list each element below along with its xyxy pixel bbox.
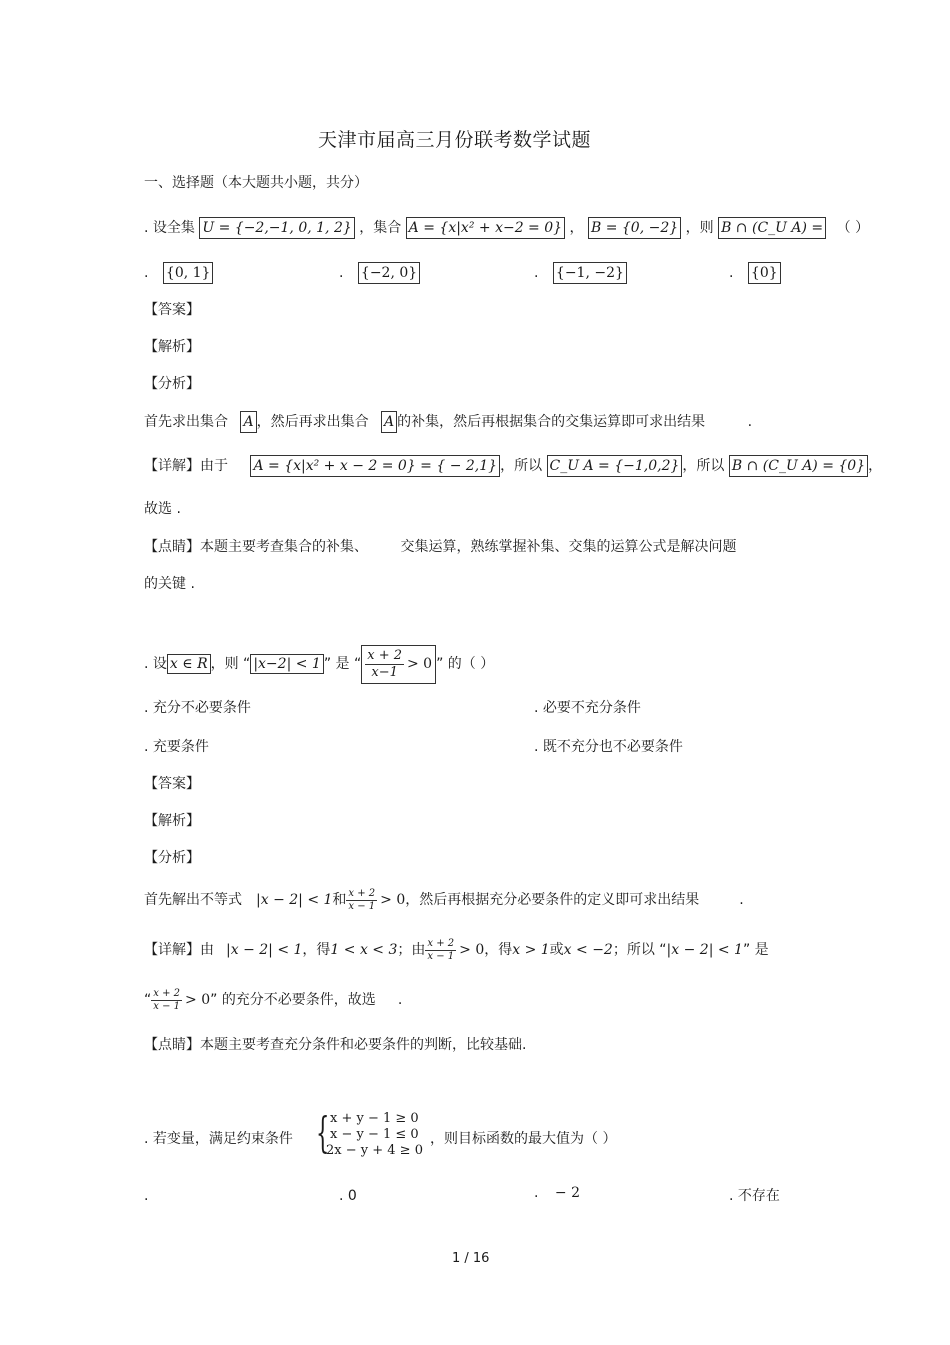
q3-constraint-2: x − y − 1 ≤ 0: [330, 1127, 419, 1142]
q2-fraction: [365, 648, 404, 681]
q2-detail-math3: x > 1: [512, 942, 550, 958]
q1-dianjing-part1: 【点睛】本题主要考查集合的补集、: [144, 539, 368, 555]
q1-paren: （ ）: [836, 220, 870, 236]
q2-detail2-quote: “: [144, 992, 152, 1008]
q2-x-in-r: x ∈ R: [167, 654, 211, 674]
q2-detail-t5: ；所以 “: [612, 942, 667, 958]
q2-detail-math5: |x − 2| < 1: [666, 942, 743, 958]
q2-detail-rhs: > 0: [459, 942, 485, 958]
q1-dianjing-line1: [144, 540, 736, 554]
q1-option-b-value: {−2, 0}: [358, 262, 420, 284]
q1-set-b: B = {0, −2}: [588, 217, 681, 239]
q2-detail2-rhs: > 0: [185, 992, 211, 1008]
q1-detail-mid2: ，所以: [682, 458, 725, 474]
q1-dianjing-part2: 交集运算，熟练掌握补集、交集的运算公式是解决问题: [400, 539, 737, 555]
q2-detail2-fraction: [151, 988, 182, 1013]
q2-detail-frac-den: x − 1: [427, 950, 455, 962]
q2-option-c[interactable]: . 充要条件: [144, 739, 209, 755]
q2-detail-t3: ，得: [484, 942, 513, 958]
q1-fenxi-set-a1: A: [240, 411, 256, 433]
q1-option-c-dot: .: [534, 265, 539, 281]
q2-lead: . 设: [144, 656, 167, 672]
q1-fenxi-dot: .: [747, 414, 753, 430]
q3-constraint-1: x + y − 1 ≥ 0: [330, 1111, 419, 1126]
q1-set-u: U = {−2,−1, 0, 1, 2}: [199, 217, 354, 239]
q1-answer-label: 【答案】: [144, 302, 200, 318]
q2-detail-math2: 1 < x < 3: [330, 942, 398, 958]
q2-fenxi-part1: 首先解出不等式: [144, 892, 242, 908]
q3-option-c-dot: .: [534, 1185, 539, 1201]
q1-fenxi-set-a2: A: [381, 411, 397, 433]
q2-detail-fraction: [425, 938, 456, 963]
q1-set-a: A = {x|x² + x−2 = 0}: [406, 217, 565, 239]
q2-fenxi-part2: 和: [332, 892, 347, 908]
q2-mid3: ” 的（ ）: [436, 656, 495, 672]
q2-option-d[interactable]: . 既不充分也不必要条件: [534, 739, 683, 755]
q3-option-c[interactable]: [534, 1186, 580, 1200]
q3-brace-icon: {: [316, 1108, 330, 1157]
q2-frac-num: x + 2: [367, 647, 402, 663]
q2-fenxi-fraction: [346, 888, 377, 913]
q2-frac-den: x−1: [371, 664, 398, 680]
q1-option-a[interactable]: [144, 266, 213, 280]
q2-frac-box: [361, 645, 436, 684]
q1-detail-mid1: ，所以: [500, 458, 543, 474]
q2-jiexi-label: 【解析】: [144, 813, 200, 829]
q2-detail2-frac-num: x + 2: [153, 987, 181, 999]
q1-comma: ，: [569, 220, 584, 236]
q1-detail-label: 【详解】由于: [144, 458, 228, 474]
q2-fenxi-frac-num: x + 2: [348, 887, 376, 899]
q1-fenxi-text: [144, 415, 752, 429]
q1-option-b-dot: .: [339, 265, 344, 281]
q2-detail2-frac-den: x − 1: [153, 1000, 181, 1012]
q1-lead: . 设全集: [144, 220, 195, 236]
q2-ineq1: |x−2| < 1: [250, 654, 324, 674]
q3-lead: . 若变量，满足约束条件: [144, 1131, 293, 1147]
q1-fenxi-part3: 的补集，然后再根据集合的交集运算即可求出结果: [397, 414, 706, 430]
q1-option-d-value: {0}: [748, 262, 781, 284]
q1-detail-end: ，: [868, 458, 883, 474]
q2-mid2: ” 是 “: [323, 656, 362, 672]
q2-detail-math4: x < −2: [563, 942, 613, 958]
q1-option-c[interactable]: [534, 266, 627, 280]
q1-option-d-dot: .: [729, 265, 734, 281]
q3-constraint-3: 2x − y + 4 ≥ 0: [326, 1143, 423, 1158]
q2-detail-t2: ；由: [397, 942, 426, 958]
q1-detail: [144, 459, 882, 473]
q2-detail-t4: 或: [549, 942, 564, 958]
q2-detail-frac-num: x + 2: [427, 937, 455, 949]
q1-expr: B ∩ (C_U A) =: [718, 217, 826, 239]
q2-answer-label: 【答案】: [144, 776, 200, 792]
q2-detail-t1: ，得: [302, 942, 331, 958]
q2-detail-t6: ” 是: [742, 942, 769, 958]
q1-option-a-dot: .: [144, 265, 149, 281]
q3-option-d[interactable]: . 不存在: [729, 1188, 780, 1204]
q2-detail-line2: [144, 984, 402, 1016]
q1-sep1: ，集合: [359, 220, 402, 236]
q2-stem: [144, 642, 494, 686]
q3-option-a[interactable]: .: [144, 1188, 149, 1204]
q1-option-c-value: {−1, −2}: [553, 262, 627, 284]
section-heading: 一、选择题（本大题共小题，共分）: [144, 175, 368, 191]
q3-option-c-value: − 2: [554, 1185, 580, 1201]
q3-option-b[interactable]: . 0: [339, 1188, 357, 1204]
q3-tail: ，则目标函数的最大值为（ ）: [430, 1131, 617, 1147]
q1-stem: [144, 221, 869, 235]
q2-detail-line1: [144, 934, 769, 966]
q1-detail-eq2: C_U A = {−1,0,2}: [547, 455, 683, 477]
q2-option-b[interactable]: . 必要不充分条件: [534, 700, 641, 716]
q2-fenxi-frac-den: x − 1: [348, 900, 376, 912]
q2-fenxi-rhs: > 0: [380, 892, 406, 908]
q1-dianjing-line2: 的关键 .: [144, 576, 195, 592]
q2-detail2-text: ” 的充分不必要条件，故选: [210, 992, 376, 1008]
q2-detail-math1: |x − 2| < 1: [226, 942, 303, 958]
q1-fenxi-part1: 首先求出集合: [144, 414, 228, 430]
q1-jiexi-label: 【解析】: [144, 339, 200, 355]
q2-detail2-dot: .: [397, 992, 403, 1008]
page-number: 1 / 16: [452, 1251, 490, 1266]
q2-fenxi-text: [144, 884, 744, 916]
q2-fenxi-math1: |x − 2| < 1: [256, 892, 333, 908]
q2-detail-label: 【详解】由: [144, 942, 214, 958]
q1-guxuan: 故选 .: [144, 501, 181, 517]
q2-fenxi-part3: ，然后再根据充分必要条件的定义即可求出结果: [405, 892, 700, 908]
q2-frac-rhs: > 0: [407, 656, 433, 672]
q1-detail-eq1: A = {x|x² + x − 2 = 0} = { − 2,1}: [250, 455, 500, 477]
q1-fenxi-part2: ，然后再求出集合: [256, 414, 369, 430]
q1-sep2: ，则: [685, 220, 714, 236]
q1-option-b[interactable]: [339, 266, 420, 280]
q2-fenxi-dot: .: [739, 892, 744, 908]
q2-dianjing: 【点睛】本题主要考查充分条件和必要条件的判断，比较基础.: [144, 1037, 527, 1053]
q2-mid1: ，则 “: [210, 656, 251, 672]
q1-option-a-value: {0, 1}: [163, 262, 214, 284]
q2-option-a[interactable]: . 充分不必要条件: [144, 700, 251, 716]
q1-option-d[interactable]: [729, 266, 781, 280]
q1-detail-eq3: B ∩ (C_U A) = {0}: [729, 455, 868, 477]
document-title: 天津市届高三月份联考数学试题: [318, 129, 592, 151]
q1-fenxi-label: 【分析】: [144, 376, 200, 392]
q2-fenxi-label: 【分析】: [144, 850, 200, 866]
